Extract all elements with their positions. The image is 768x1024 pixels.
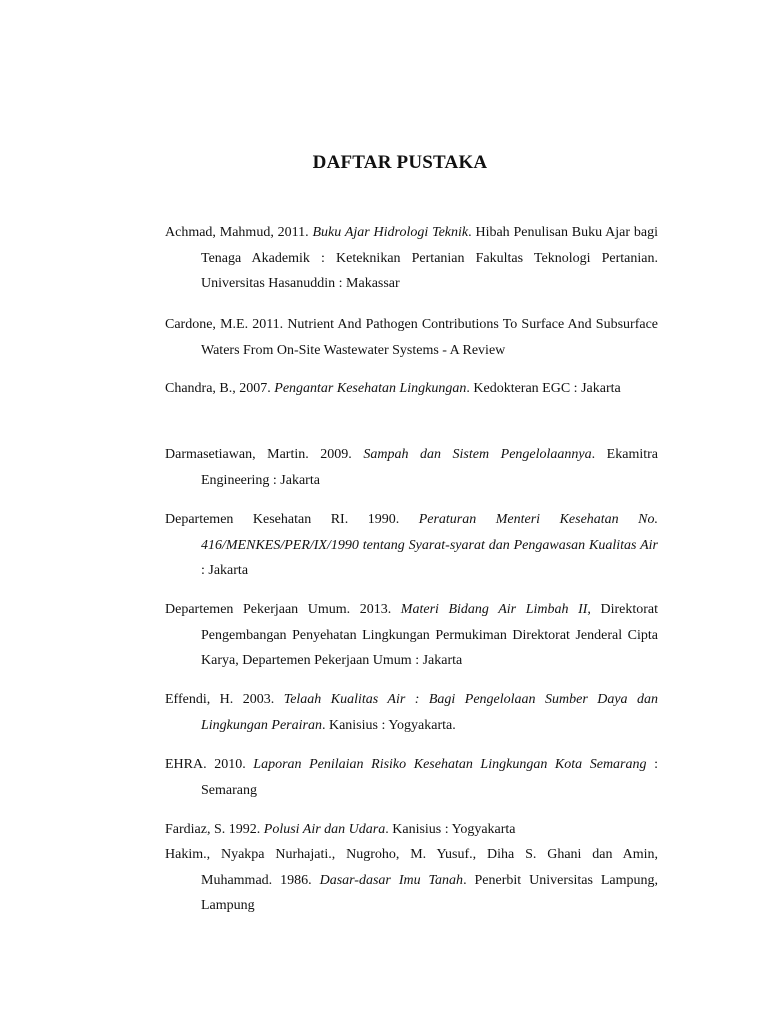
- reference-text: Departemen Pekerjaan Umum. 2013.: [165, 602, 401, 617]
- reference-text: . Penerbit Universitas Lampung, Lampung: [201, 872, 659, 913]
- reference-title: Peraturan Menteri Kesehatan No. 416/MENKES/PER/IX/1990 tentang Syarat-syarat dan Pengawasan Kualitas Air: [201, 512, 659, 553]
- reference-entry: [165, 312, 658, 363]
- reference-entry: [165, 442, 658, 493]
- reference-text: Chandra, B., 2007.: [165, 381, 275, 396]
- reference-text: , Direktorat Pengembangan Penyehatan Lingkungan Permukiman Direktorat Jenderal Cipta Karya, Departemen Pekerjaan Umum : Jakarta: [201, 602, 658, 668]
- reference-title: Polusi Air dan Udara: [263, 822, 386, 837]
- reference-text: . Kanisius : Yogyakarta: [385, 822, 516, 837]
- reference-text: . Ekamitra Engineering : Jakarta: [201, 447, 658, 488]
- reference-text: : Jakarta: [201, 563, 249, 578]
- reference-entry: [165, 507, 658, 584]
- reference-text: Achmad, Mahmud, 2011.: [165, 225, 313, 240]
- reference-title: Telaah Kualitas Air : Bagi Pengelolaan Sumber Daya dan Lingkungan Perairan: [201, 692, 658, 733]
- reference-title: Dasar-dasar Imu Tanah: [319, 872, 464, 888]
- reference-entry: [165, 752, 658, 803]
- reference-entry: [165, 220, 658, 297]
- reference-text: Effendi, H. 2003.: [165, 692, 284, 707]
- page-title: DAFTAR PUSTAKA: [312, 152, 488, 173]
- reference-entry: [165, 842, 658, 919]
- reference-text: EHRA. 2010.: [165, 757, 254, 772]
- reference-text: : Semarang: [201, 757, 658, 798]
- reference-title: Pengantar Kesehatan Lingkungan: [274, 381, 467, 396]
- reference-text: . Hibah Penulisan Buku Ajar bagi Tenaga Akademik : Keteknikan Pertanian Fakultas Teknologi Pertanian. Universitas Hasanuddin : Makassar: [201, 225, 658, 291]
- reference-text: Departemen Kesehatan RI. 1990.: [165, 512, 419, 527]
- reference-entry: [165, 817, 658, 843]
- reference-text: Cardone, M.E. 2011. Nutrient And Pathogen Contributions To Surface And Subsurface Waters From On-Site Wastewater Systems - A Review: [165, 317, 658, 358]
- reference-text: Fardiaz, S. 1992.: [165, 822, 264, 837]
- reference-entry: [165, 687, 658, 738]
- reference-title: Materi Bidang Air Limbah II: [400, 602, 588, 617]
- reference-entry: [165, 597, 658, 674]
- reference-entry: [165, 376, 658, 402]
- reference-title: Laporan Penilaian Risiko Kesehatan Lingkungan Kota Semarang: [253, 757, 647, 772]
- reference-title: Buku Ajar Hidrologi Teknik: [312, 225, 469, 240]
- reference-text: . Kedokteran EGC : Jakarta: [466, 381, 621, 396]
- reference-text: Hakim., Nyakpa Nurhajati., Nugroho, M. Yusuf., Diha S. Ghani dan Amin, Muhammad. 1986.: [165, 847, 658, 888]
- reference-title: Sampah dan Sistem Pengelolaannya: [363, 447, 592, 462]
- reference-text: . Kanisius : Yogyakarta.: [321, 717, 456, 733]
- reference-text: Darmasetiawan, Martin. 2009.: [165, 447, 364, 462]
